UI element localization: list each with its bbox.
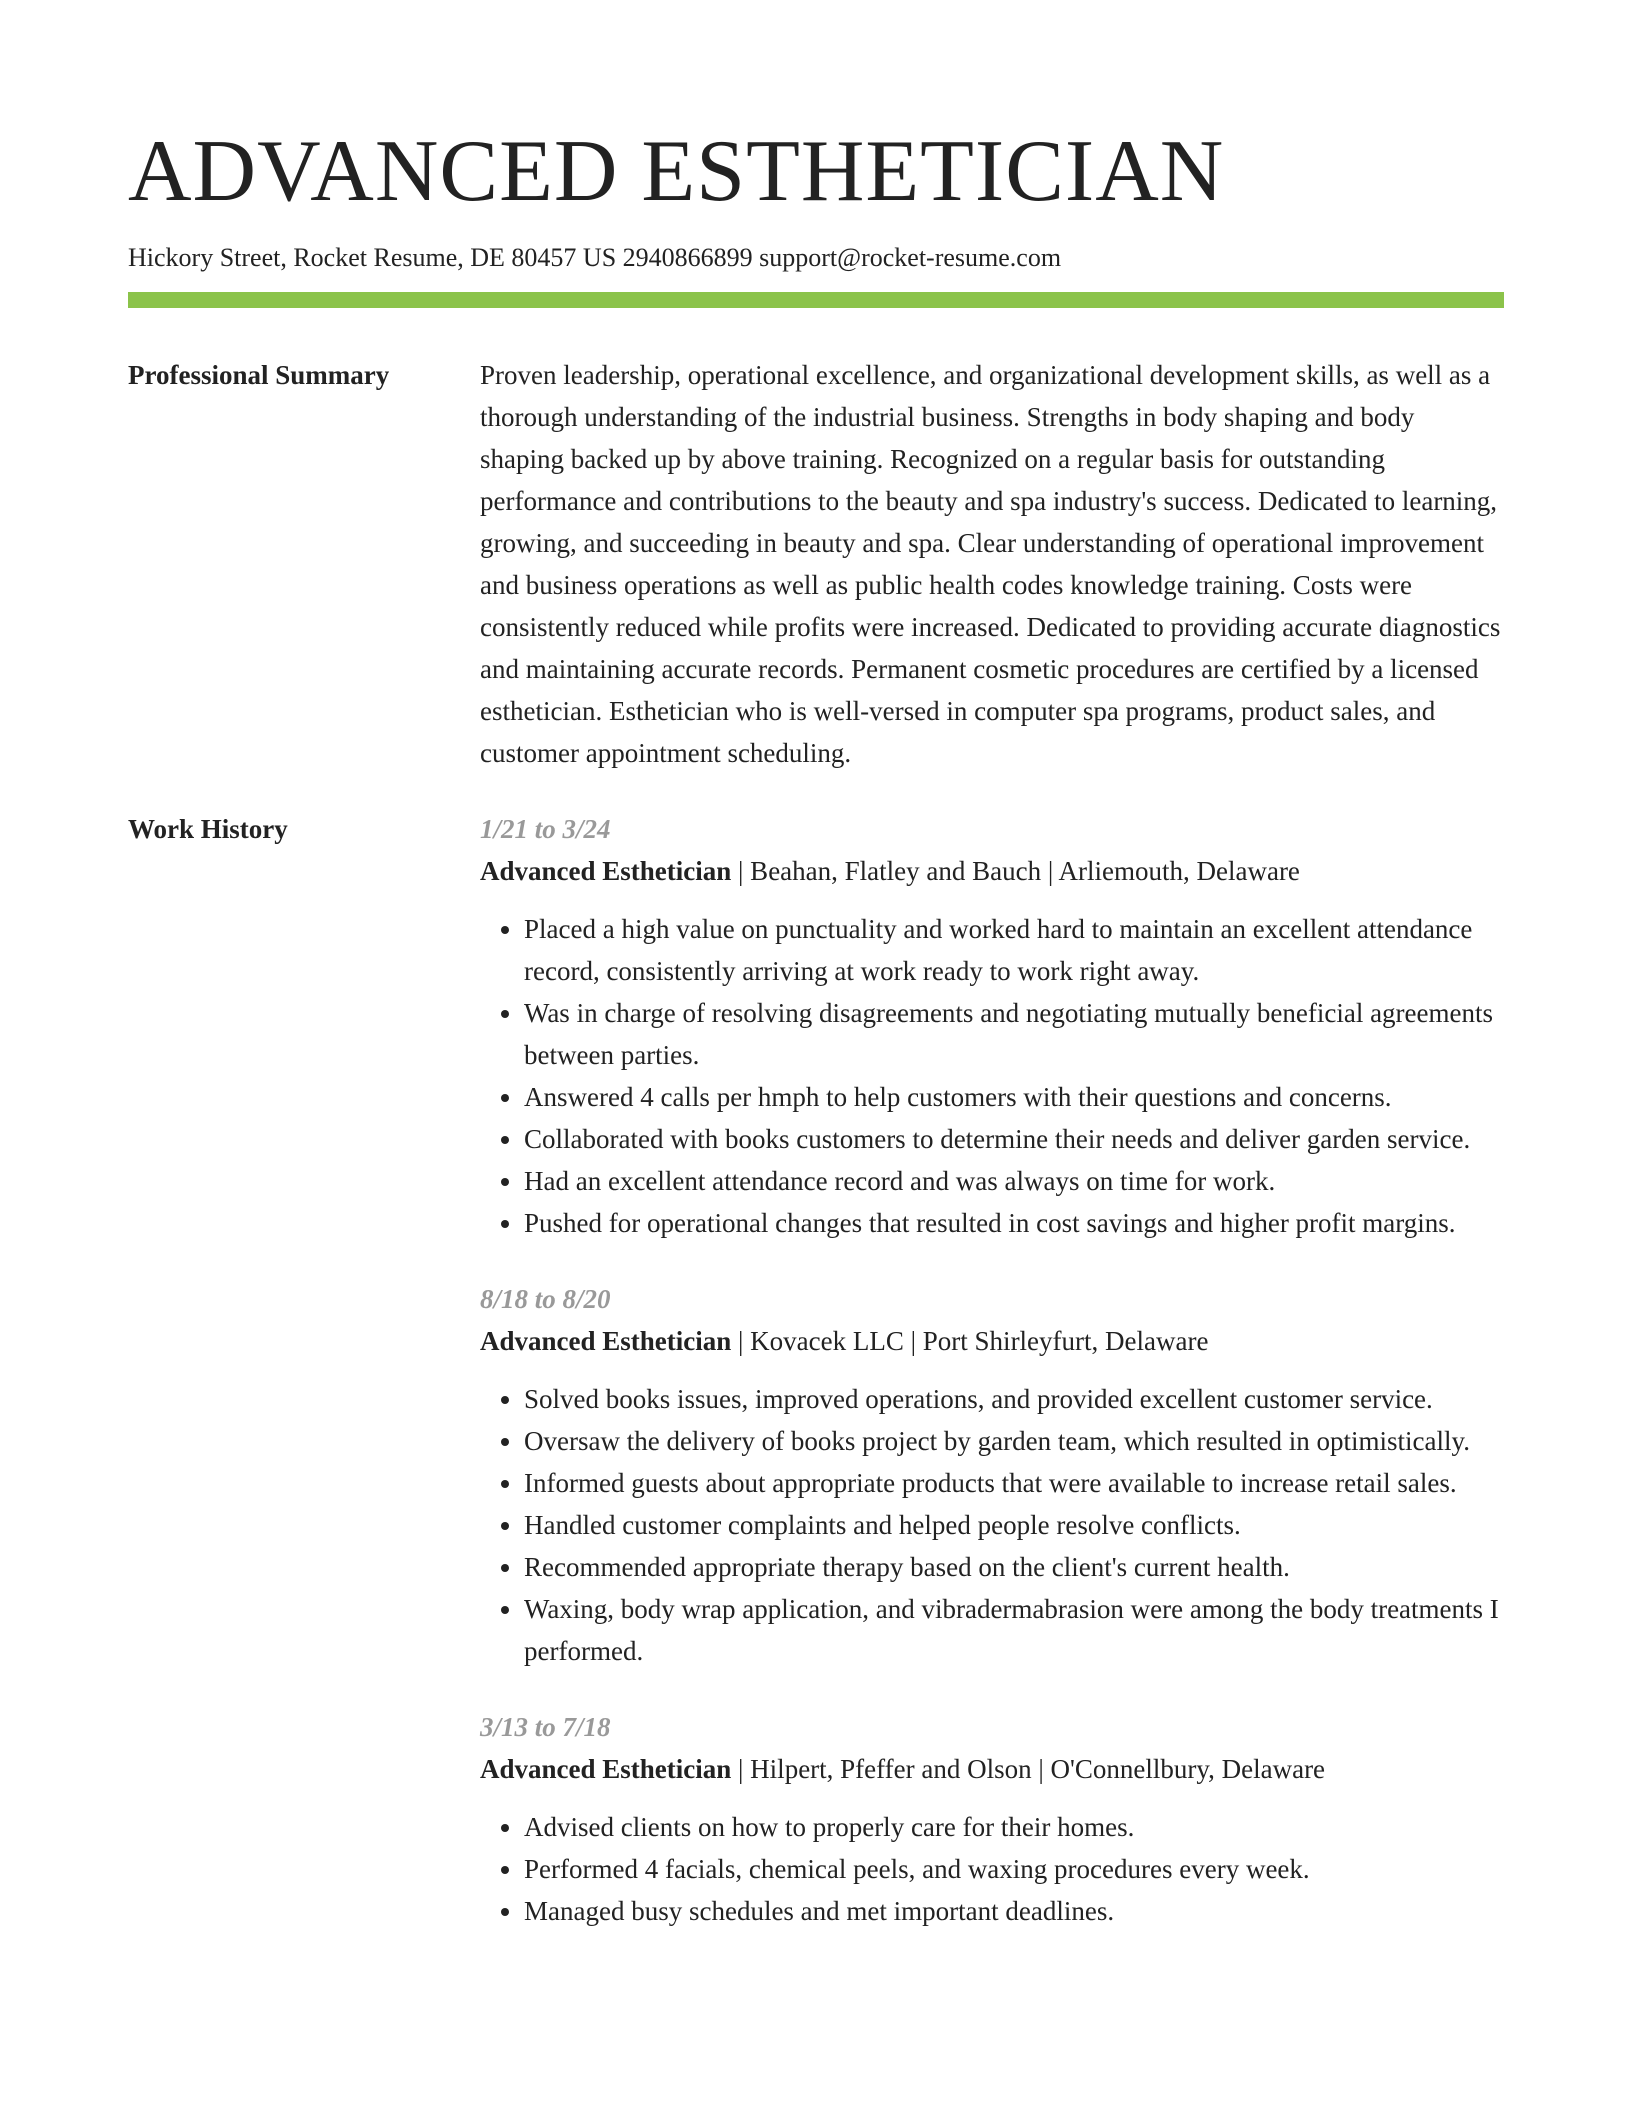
job-employer-location: | Kovacek LLC | Port Shirleyfurt, Delaware: [731, 1326, 1209, 1356]
job-bullet: • Was in charge of resolving disagreements and negotiating mutually beneficial agreements between parties.: [524, 992, 1504, 1076]
job-dates: 3/13 to 7/18: [480, 1712, 611, 1742]
summary-text: Proven leadership, operational excellence, and organizational development skills, as well as a thorough understanding of the industrial business. Strengths in body shaping and body shaping backed up by above training. Recognized on a regular basis for outstanding performance and contributions to the beauty and spa industry's success. Dedicated to learning, growing, and succeeding in beauty and spa. Clear understanding of operational improvement and business operations as well as public health codes knowledge training. Costs were consistently reduced while profits were increased. Dedicated to providing accurate diagnostics and maintaining accurate records. Permanent cosmetic procedures are certified by a licensed esthetician. Esthetician who is well-versed in computer spa programs, product sales, and customer appointment scheduling.: [480, 360, 1501, 768]
job-dates: 8/18 to 8/20: [480, 1284, 611, 1314]
job-bullet: • Collaborated with books customers to determine their needs and deliver garden service.: [524, 1118, 1504, 1160]
work-history-body: [480, 808, 1504, 1966]
job-bullet: • Answered 4 calls per hmph to help customers with their questions and concerns.: [524, 1076, 1504, 1118]
job-bullet: • Pushed for operational changes that resulted in cost savings and higher profit margins.: [524, 1202, 1504, 1244]
job-bullets: [480, 1806, 1504, 1932]
job-bullet: • Advised clients on how to properly care for their homes.: [524, 1806, 1504, 1848]
job-bullet: • Oversaw the delivery of books project by garden team, which resulted in optimistically.: [524, 1420, 1504, 1462]
job-bullet: • Handled customer complaints and helped people resolve conflicts.: [524, 1504, 1504, 1546]
job-bullet: • Performed 4 facials, chemical peels, and waxing procedures every week.: [524, 1848, 1504, 1890]
job-title: Advanced Esthetician: [480, 856, 732, 886]
work-history-section: [128, 808, 1504, 1966]
resume-title: ADVANCED ESTHETICIAN: [128, 123, 1225, 220]
job-bullet: • Recommended appropriate therapy based on the client's current health.: [524, 1546, 1504, 1588]
job-bullet: • Had an excellent attendance record and was always on time for work.: [524, 1160, 1504, 1202]
job-entry: [480, 1706, 1504, 1932]
professional-summary-section: [128, 354, 1504, 774]
section-label-work: Work History: [128, 814, 288, 844]
job-employer-location: | Hilpert, Pfeffer and Olson | O'Connellbury, Delaware: [731, 1754, 1326, 1784]
job-entry: [480, 808, 1504, 1244]
job-title: Advanced Esthetician: [480, 1326, 732, 1356]
job-heading: [480, 1748, 1504, 1790]
job-dates: 1/21 to 3/24: [480, 814, 611, 844]
job-bullet: • Solved books issues, improved operations, and provided excellent customer service.: [524, 1378, 1504, 1420]
job-bullet: • Managed busy schedules and met important deadlines.: [524, 1890, 1504, 1932]
section-label-summary: Professional Summary: [128, 360, 390, 390]
resume-page: [128, 0, 1504, 2112]
job-heading: [480, 850, 1504, 892]
header-divider: [128, 292, 1504, 308]
job-title: Advanced Esthetician: [480, 1754, 732, 1784]
summary-body: [480, 354, 1504, 774]
job-employer-location: | Beahan, Flatley and Bauch | Arliemouth, Delaware: [731, 856, 1300, 886]
job-entry: [480, 1278, 1504, 1672]
job-heading: [480, 1320, 1504, 1362]
job-bullets: [480, 908, 1504, 1244]
job-bullet: • Placed a high value on punctuality and worked hard to maintain an excellent attendance record, consistently arriving at work ready to work right away.: [524, 908, 1504, 992]
contact-line: Hickory Street, Rocket Resume, DE 80457 US 2940866899 support@rocket-resume.com: [128, 243, 1062, 272]
job-bullets: [480, 1378, 1504, 1672]
job-bullet: • Waxing, body wrap application, and vibradermabrasion were among the body treatments I performed.: [524, 1588, 1504, 1672]
job-bullet: • Informed guests about appropriate products that were available to increase retail sales.: [524, 1462, 1504, 1504]
